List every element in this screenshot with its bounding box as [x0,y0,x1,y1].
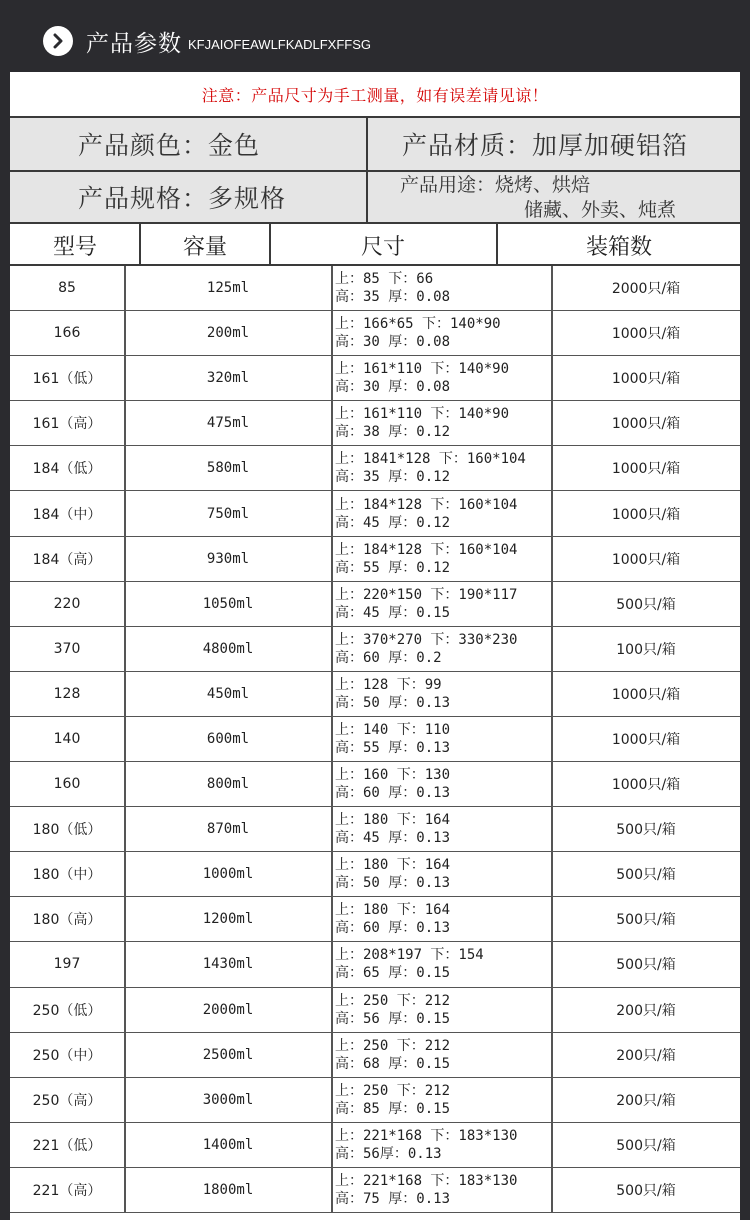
cell-capacity: 1400ml [202,1136,254,1153]
cell-size [332,1168,552,1212]
size-height-thickness: 高：45 厚：0.15 [335,604,451,621]
table-row [10,446,740,491]
cell-pack: 500只/箱 [616,957,676,974]
size-top-bottom: 上：184*128 下：160*104 [335,496,518,513]
table-row [10,988,740,1033]
size-height-thickness: 高：30 厚：0.08 [335,379,451,396]
cell-model: 250（高） [32,1092,102,1109]
cell-size [332,852,552,896]
cell-capacity: 1050ml [202,595,254,612]
size-height-thickness: 高：30 厚：0.08 [335,334,451,351]
cell-size [332,311,552,355]
cell-model: 180（低） [32,822,102,839]
size-top-bottom: 上：140 下：110 [335,721,451,738]
size-height-thickness: 高：50 厚：0.13 [335,875,451,892]
cell-model: 85 [58,280,76,297]
cell-capacity: 450ml [206,685,250,702]
size-top-bottom: 上：166*65 下：140*90 [335,316,501,333]
table-row [10,311,740,356]
cell-capacity: 2500ml [202,1046,254,1063]
cell-pack: 1000只/箱 [611,506,681,523]
table-row [10,356,740,401]
cell-size [332,446,552,490]
size-height-thickness: 高：85 厚：0.15 [335,1100,451,1117]
product-color: 产品颜色：金色 [78,131,261,160]
table-row [10,717,740,762]
header-size: 尺寸 [360,234,405,260]
header-bar [10,10,740,72]
cell-pack: 1000只/箱 [611,686,681,703]
product-spec: 产品规格：多规格 [78,184,287,213]
cell-model: 220 [53,595,81,612]
cell-capacity: 750ml [206,505,250,522]
size-top-bottom: 上：250 下：212 [335,992,451,1009]
cell-model: 370 [53,640,81,657]
cell-size [332,1033,552,1077]
cell-pack: 500只/箱 [616,1137,676,1154]
size-height-thickness: 高：60 厚：0.13 [335,785,451,802]
cell-size [332,266,552,310]
cell-capacity: 320ml [206,370,250,387]
size-top-bottom: 上：184*128 下：160*104 [335,541,518,558]
arrow-right-icon [43,26,73,56]
header-model: 型号 [52,234,97,260]
header-capacity: 容量 [182,234,227,260]
size-top-bottom: 上：1841*128 下：160*104 [335,451,526,468]
size-top-bottom: 上：180 下：164 [335,902,451,919]
cell-capacity: 2000ml [202,1001,254,1018]
cell-model: 197 [53,956,81,973]
table-row [10,1123,740,1168]
size-top-bottom: 上：160 下：130 [335,767,451,784]
size-top-bottom: 上：85 下：66 [335,271,434,288]
size-top-bottom: 上：250 下：212 [335,1082,451,1099]
size-top-bottom: 上：250 下：212 [335,1037,451,1054]
table-row [10,491,740,536]
table-row [10,852,740,897]
size-top-bottom: 上：161*110 下：140*90 [335,406,510,423]
table-body [10,266,740,1213]
size-height-thickness: 高：38 厚：0.12 [335,424,451,441]
size-height-thickness: 高：35 厚：0.08 [335,289,451,306]
table-row [10,1033,740,1078]
table-row [10,762,740,807]
size-height-thickness: 高：60 厚：0.2 [335,649,442,666]
cell-pack: 100只/箱 [616,641,676,658]
size-top-bottom: 上：161*110 下：140*90 [335,361,510,378]
cell-pack: 200只/箱 [616,1002,676,1019]
table-row [10,672,740,717]
size-top-bottom: 上：221*168 下：183*130 [335,1172,518,1189]
size-height-thickness: 高：60 厚：0.13 [335,920,451,937]
cell-pack: 1000只/箱 [611,371,681,388]
product-usage-line1: 产品用途：烧烤、烘焙 [400,174,591,196]
cell-capacity: 930ml [206,550,250,567]
cell-pack: 500只/箱 [616,596,676,613]
size-top-bottom: 上：221*168 下：183*130 [335,1127,518,1144]
cell-size [332,537,552,581]
table-row [10,537,740,582]
size-height-thickness: 高：35 厚：0.12 [335,469,451,486]
cell-model: 184（中） [32,506,102,523]
product-material: 产品材质：加厚加硬铝箔 [402,131,689,160]
cell-model: 161（高） [32,416,102,433]
cell-capacity: 580ml [206,460,250,477]
table-row [10,266,740,311]
cell-pack: 500只/箱 [616,867,676,884]
cell-size [332,717,552,761]
cell-model: 184（低） [32,461,102,478]
cell-pack: 500只/箱 [616,912,676,929]
size-height-thickness: 高：55 厚：0.13 [335,739,451,756]
cell-size [332,491,552,535]
cell-size [332,1123,552,1167]
cell-size [332,897,552,941]
table-row [10,401,740,446]
cell-model: 221（低） [32,1137,102,1154]
table-row [10,807,740,852]
cell-pack: 1000只/箱 [611,551,681,568]
cell-model: 166 [53,325,81,342]
cell-size [332,356,552,400]
cell-model: 161（低） [32,371,102,388]
cell-capacity: 1000ml [202,866,254,883]
cell-model: 180（中） [32,867,102,884]
cell-capacity: 475ml [206,415,250,432]
cell-size [332,672,552,716]
table-row [10,897,740,942]
cell-pack: 1000只/箱 [611,326,681,343]
size-height-thickness: 高：45 厚：0.13 [335,830,451,847]
cell-capacity: 1430ml [202,956,254,973]
product-usage-line2: 储藏、外卖、炖煮 [524,199,677,221]
size-height-thickness: 高：56 厚：0.15 [335,1010,451,1027]
cell-capacity: 600ml [206,730,250,747]
size-height-thickness: 高：65 厚：0.15 [335,965,451,982]
size-height-thickness: 高：55 厚：0.12 [335,559,451,576]
cell-pack: 500只/箱 [616,1182,676,1199]
cell-pack: 1000只/箱 [611,777,681,794]
cell-model: 221（高） [32,1182,102,1199]
cell-size [332,582,552,626]
cell-size [332,627,552,671]
cell-capacity: 800ml [206,776,250,793]
cell-capacity: 1800ml [202,1181,254,1198]
size-height-thickness: 高：68 厚：0.15 [335,1055,451,1072]
cell-model: 140 [53,730,81,747]
measurement-notice: 注意：产品尺寸为手工测量，如有误差请见谅！ [201,85,549,105]
cell-pack: 500只/箱 [616,822,676,839]
header-pack: 装箱数 [585,234,652,260]
cell-capacity: 200ml [206,325,250,342]
table-row [10,942,740,987]
cell-size [332,807,552,851]
table-header [10,224,740,266]
cell-size [332,988,552,1032]
table-row [10,582,740,627]
cell-pack: 200只/箱 [616,1047,676,1064]
product-usage [400,174,676,222]
cell-size [332,1078,552,1122]
cell-capacity: 3000ml [202,1091,254,1108]
table-row [10,1078,740,1123]
cell-model: 160 [53,776,81,793]
header-subtitle: KFJAIOFEAWLFKADLFXFFSG [188,36,371,52]
size-top-bottom: 上：220*150 下：190*117 [335,586,518,603]
size-top-bottom: 上：180 下：164 [335,812,451,829]
size-height-thickness: 高：56厚：0.13 [335,1145,442,1162]
cell-pack: 2000只/箱 [611,281,681,298]
cell-model: 250（低） [32,1002,102,1019]
size-height-thickness: 高：50 厚：0.13 [335,694,451,711]
cell-model: 250（中） [32,1047,102,1064]
size-top-bottom: 上：370*270 下：330*230 [335,631,518,648]
size-top-bottom: 上：128 下：99 [335,676,442,693]
cell-capacity: 870ml [206,821,250,838]
product-info-block [10,116,740,224]
table-row [10,627,740,672]
cell-model: 184（高） [32,551,102,568]
size-height-thickness: 高：75 厚：0.13 [335,1190,451,1207]
cell-pack: 200只/箱 [616,1092,676,1109]
size-top-bottom: 上：208*197 下：154 [335,947,484,964]
cell-pack: 1000只/箱 [611,461,681,478]
cell-size [332,942,552,986]
header-title: 产品参数 [86,30,182,57]
cell-capacity: 1200ml [202,911,254,928]
cell-model: 128 [53,685,81,702]
cell-size [332,762,552,806]
table-row [10,1168,740,1213]
cell-capacity: 125ml [206,280,250,297]
cell-pack: 1000只/箱 [611,731,681,748]
cell-capacity: 4800ml [202,640,254,657]
cell-pack: 1000只/箱 [611,416,681,433]
cell-size [332,401,552,445]
product-spec-sheet [10,10,740,1220]
size-top-bottom: 上：180 下：164 [335,857,451,874]
cell-model: 180（高） [32,912,102,929]
size-height-thickness: 高：45 厚：0.12 [335,514,451,531]
